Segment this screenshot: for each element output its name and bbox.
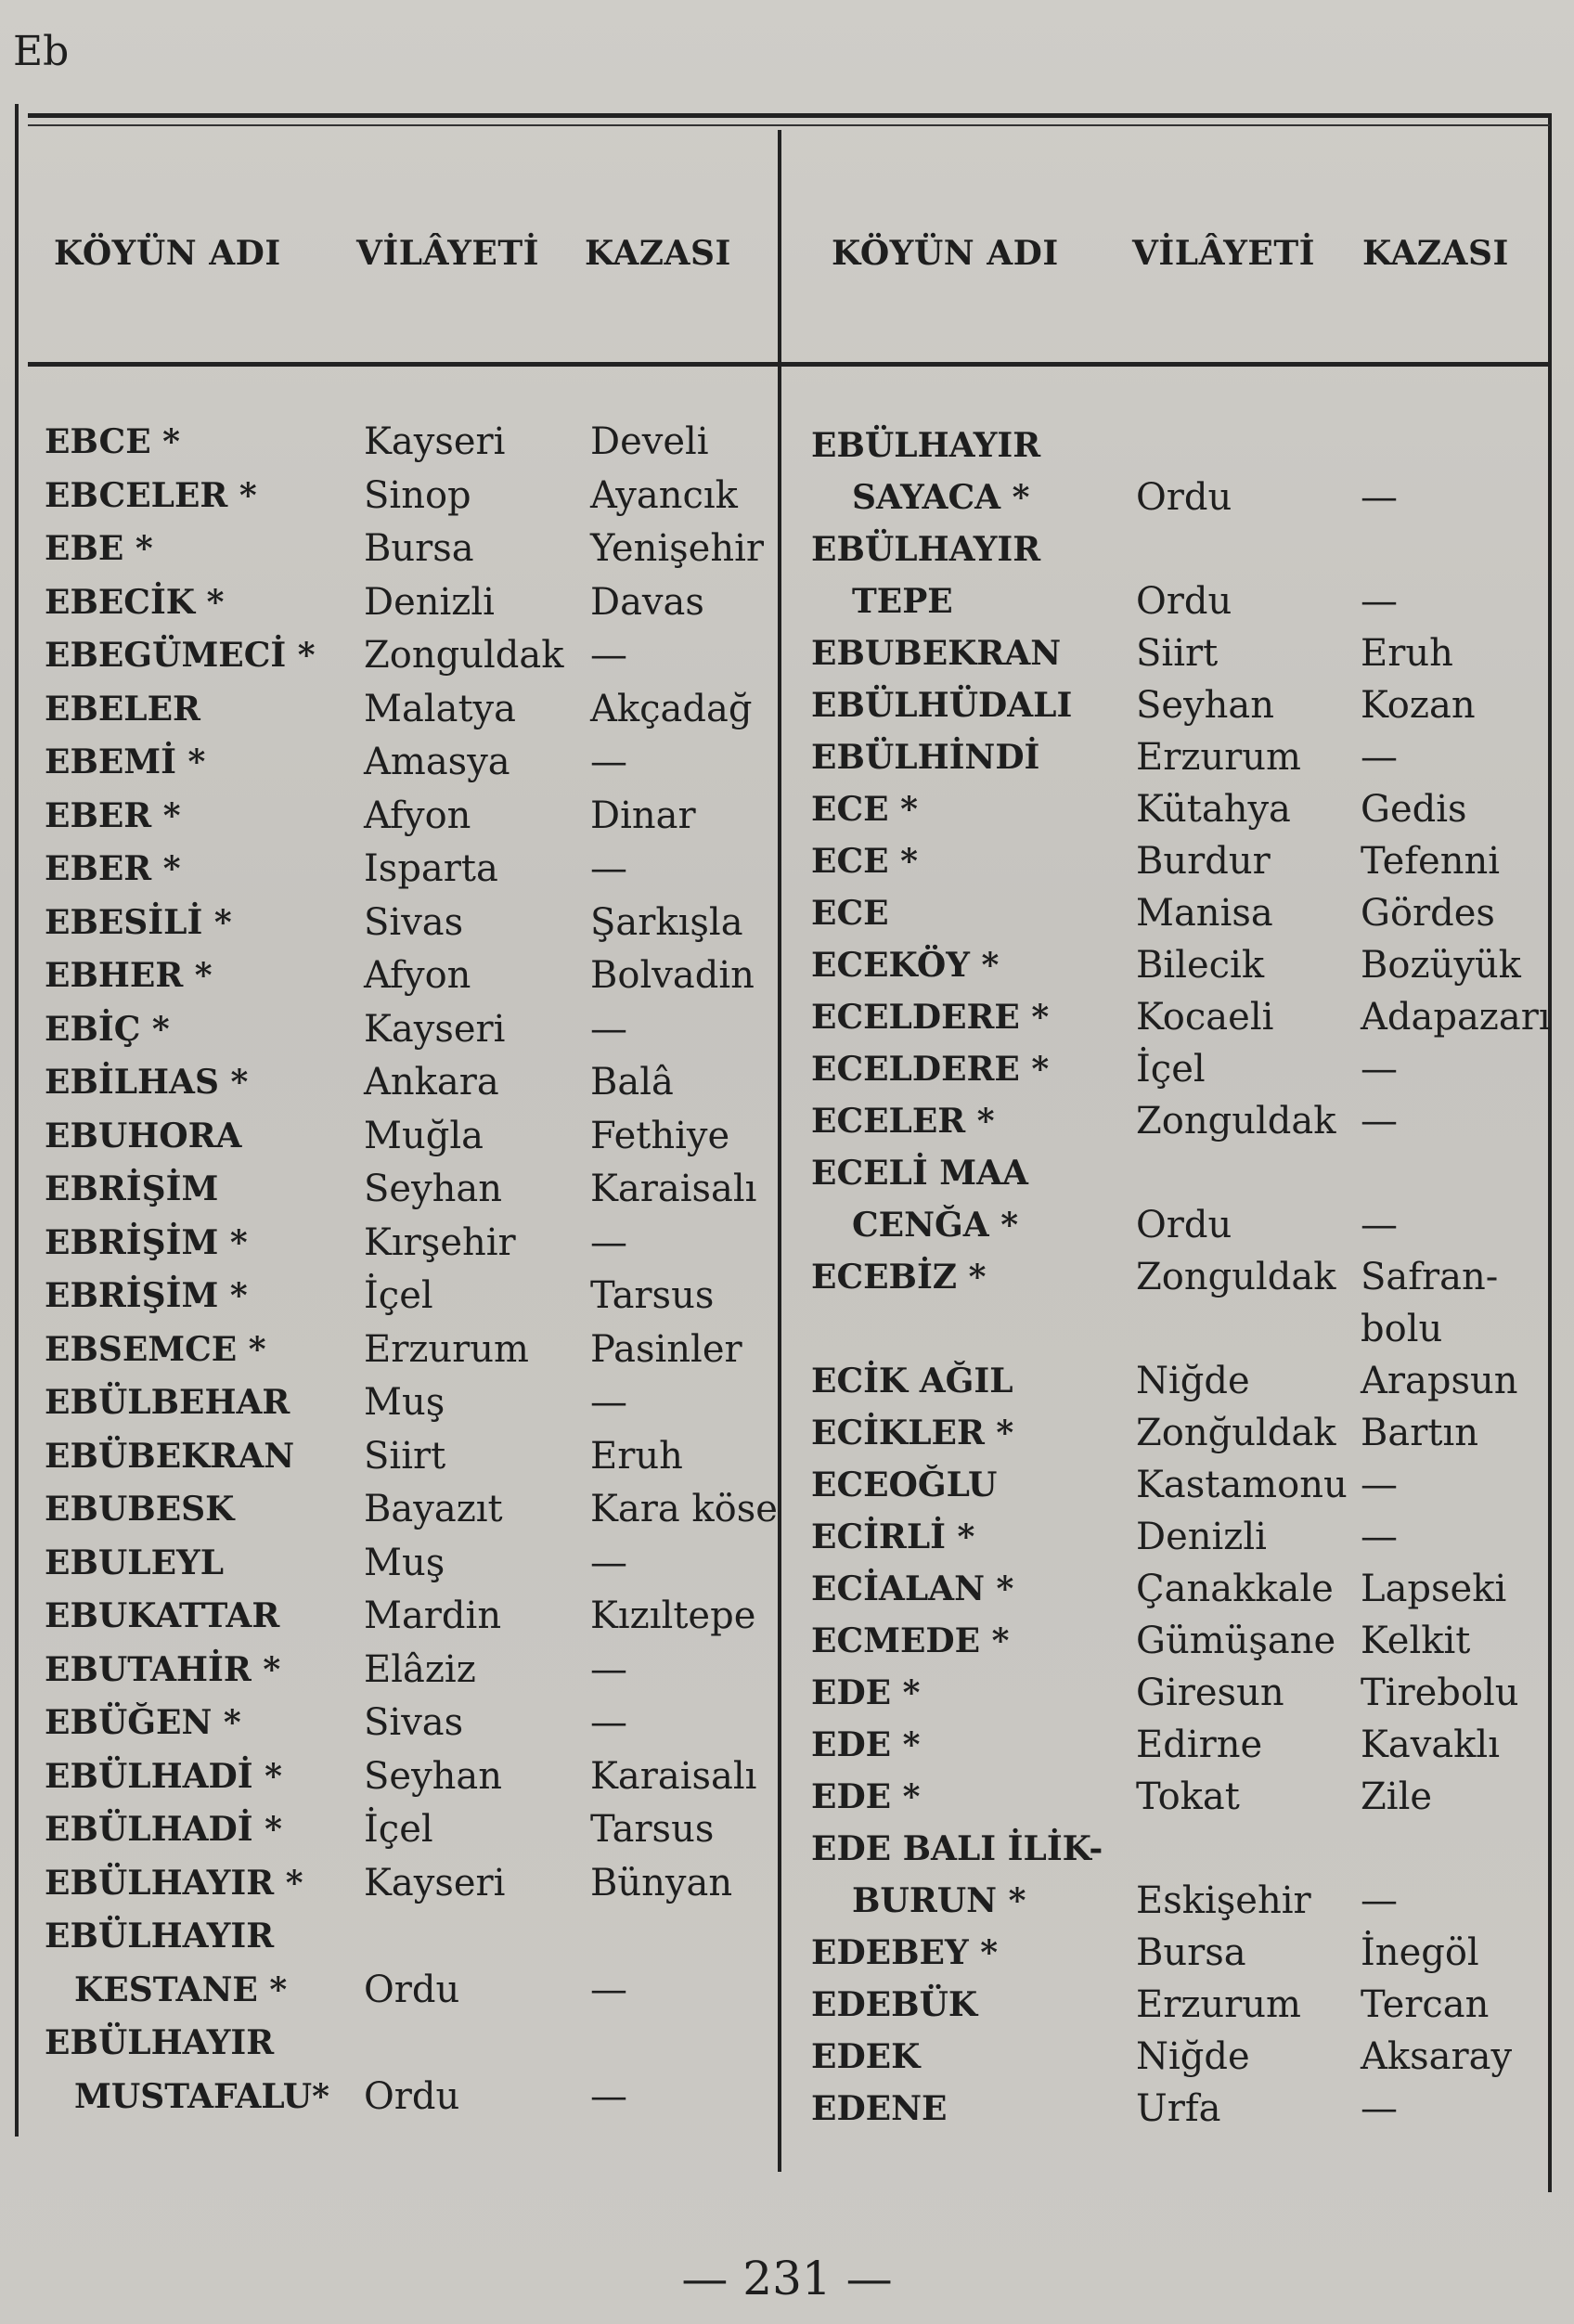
- village-name: EBÜĞEN *: [45, 1703, 241, 1742]
- province-name: Sivas: [364, 900, 464, 944]
- header-left-district: KAZASI: [585, 234, 731, 273]
- village-name: ECE: [811, 894, 889, 933]
- province-name: Zonguldak: [1136, 1100, 1336, 1143]
- table-row: [0, 1043, 1574, 1095]
- province-name: Ankara: [364, 1061, 499, 1104]
- province-name: Sivas: [364, 1701, 464, 1744]
- village-name: EBUBESK: [45, 1490, 235, 1529]
- village-name: EBE *: [45, 529, 153, 568]
- table-row: [0, 887, 1574, 939]
- province-name: Erzurum: [1136, 736, 1301, 779]
- village-name: EBEGÜMECİ *: [45, 636, 316, 675]
- district-name: Aksaray: [1361, 2035, 1513, 2078]
- province-name: Bayazıt: [364, 1488, 503, 1530]
- table-row: [0, 471, 1574, 523]
- province-name: Seyhan: [364, 1168, 503, 1210]
- page-number: — 231 —: [681, 2252, 893, 2305]
- village-name: EBESİLİ *: [45, 902, 232, 942]
- village-name: ECELDERE *: [811, 998, 1050, 1037]
- village-name: ECE *: [811, 790, 918, 829]
- province-name: Ordu: [1136, 580, 1232, 623]
- table-row: [0, 1823, 1574, 1875]
- province-name: Afyon: [364, 954, 471, 997]
- village-name: EDE *: [811, 1777, 921, 1816]
- province-name: Seyhan: [1136, 684, 1275, 727]
- district-name: —: [590, 1647, 627, 1691]
- village-name: EBRİŞİM: [45, 1169, 219, 1208]
- village-name: EBER *: [45, 795, 181, 835]
- district-name: Karaisalı: [590, 1754, 757, 1798]
- province-name: Siirt: [1136, 632, 1219, 675]
- table-row: [0, 1511, 1574, 1563]
- village-name: KESTANE *: [74, 1969, 288, 2009]
- district-name: Arapsun: [1361, 1360, 1518, 1402]
- village-name: EBÜLHAYIR: [811, 426, 1041, 465]
- district-name: —: [1361, 1100, 1398, 1143]
- district-name: Tarsus: [590, 1274, 715, 1317]
- district-name: Balâ: [590, 1061, 674, 1104]
- village-name: EBER *: [45, 849, 181, 888]
- province-name: Bursa: [1136, 1931, 1246, 1974]
- village-name: EDE *: [811, 1673, 921, 1712]
- table-row: [0, 1095, 1574, 1147]
- district-name: Bolvadin: [590, 954, 755, 997]
- village-name: ECEBİZ *: [811, 1258, 987, 1297]
- district-name: Gedis: [1361, 788, 1467, 831]
- district-name: Bozüyük: [1361, 944, 1521, 987]
- province-name: Seyhan: [364, 1754, 503, 1798]
- district-name: Pasinler: [590, 1327, 742, 1371]
- header-left-name: KÖYÜN ADI: [54, 234, 281, 273]
- table-row: [0, 1407, 1574, 1459]
- province-name: Denizli: [364, 580, 495, 624]
- district-name: Tirebolu: [1361, 1672, 1519, 1714]
- district-name: Kelkit: [1361, 1620, 1471, 1662]
- header-right-district: KAZASI: [1362, 234, 1509, 273]
- table-row: [0, 1199, 1574, 1251]
- province-name: İçel: [364, 1808, 433, 1851]
- district-name: Yenişehir: [590, 527, 765, 570]
- district-name: —: [1361, 1464, 1398, 1506]
- village-name: SAYACA *: [852, 478, 1030, 517]
- village-name: EBHER *: [45, 956, 213, 995]
- village-name: EBÜLHADİ *: [45, 1810, 282, 1849]
- village-name: EBÜLHADİ *: [45, 1756, 282, 1796]
- province-name: Bursa: [364, 527, 474, 570]
- village-name: EBELER: [45, 689, 200, 729]
- district-name: —: [590, 1381, 627, 1424]
- province-name: Eskişehir: [1136, 1879, 1311, 1922]
- village-name: EBÜLBEHAR: [45, 1383, 290, 1422]
- province-name: Muğla: [364, 1114, 484, 1157]
- village-name: ECİK AĞIL: [811, 1362, 1013, 1401]
- village-name: ECELER *: [811, 1102, 995, 1141]
- table-row: [0, 1979, 1574, 2031]
- table-row: [0, 783, 1574, 835]
- village-name: EDE *: [811, 1725, 921, 1764]
- province-name: Zonğuldak: [1136, 1412, 1336, 1454]
- district-name: —: [1361, 2087, 1398, 2130]
- table-row: [0, 939, 1574, 991]
- province-name: Zonguldak: [1136, 1256, 1336, 1298]
- province-name: Kayseri: [364, 1007, 506, 1051]
- district-name: Tercan: [1361, 1983, 1490, 2026]
- district-name: Eruh: [590, 1434, 683, 1478]
- province-name: Zonguldak: [364, 634, 564, 677]
- province-name: Amasya: [364, 741, 510, 783]
- province-name: İçel: [1136, 1048, 1206, 1091]
- district-name: Fethiye: [590, 1114, 730, 1157]
- district-name: Bartın: [1361, 1412, 1478, 1454]
- province-name: Kayseri: [364, 1861, 506, 1904]
- table-row: [0, 1875, 1574, 1927]
- district-name: Kozan: [1361, 684, 1476, 727]
- district-name: Adapazarı: [1361, 996, 1551, 1039]
- province-name: Malatya: [364, 687, 516, 730]
- province-name: Giresun: [1136, 1672, 1284, 1714]
- village-name: EBCE *: [45, 422, 180, 461]
- village-name: EBÜLHİNDİ: [811, 738, 1040, 777]
- village-name: EDENE: [811, 2089, 948, 2128]
- header-bottom-rule: [28, 362, 1550, 367]
- village-name: ECİALAN *: [811, 1569, 1014, 1608]
- village-name: ECİRLİ *: [811, 1517, 975, 1556]
- province-name: Ordu: [364, 2074, 460, 2118]
- village-name: ECELİ MAA: [811, 1154, 1028, 1193]
- table-row: [0, 2031, 1574, 2083]
- district-name: bolu: [1361, 1308, 1443, 1350]
- province-name: Erzurum: [1136, 1983, 1301, 2026]
- district-name: —: [1361, 580, 1398, 623]
- province-name: Kastamonu: [1136, 1464, 1348, 1506]
- district-name: —: [1361, 1048, 1398, 1091]
- district-name: —: [590, 1968, 627, 2011]
- province-name: Afyon: [364, 794, 471, 837]
- page-marker: Eb: [13, 28, 70, 75]
- village-name: EBUTAHİR *: [45, 1649, 281, 1689]
- village-name: EBÜLHAYIR: [45, 1917, 275, 1956]
- village-name: MUSTAFALU*: [74, 2076, 329, 2116]
- province-name: Siirt: [364, 1434, 446, 1478]
- village-name: EBRİŞİM *: [45, 1222, 248, 1262]
- district-name: Dinar: [590, 794, 696, 837]
- province-name: Gümüşane: [1136, 1620, 1336, 1662]
- district-name: —: [590, 847, 627, 890]
- header-right-name: KÖYÜN ADI: [832, 234, 1059, 273]
- district-name: —: [1361, 1516, 1398, 1558]
- district-name: —: [1361, 1879, 1398, 1922]
- district-name: Develi: [590, 420, 709, 463]
- district-name: Ayancık: [590, 473, 738, 517]
- province-name: Erzurum: [364, 1327, 529, 1371]
- table-row: [0, 1927, 1574, 1979]
- village-name: EDEK: [811, 2037, 921, 2076]
- district-name: —: [590, 1541, 627, 1584]
- district-name: Tefenni: [1361, 840, 1501, 883]
- province-name: Kırşehir: [364, 1220, 516, 1264]
- village-name: EBÜLHAYIR: [45, 2023, 275, 2062]
- table-row: [0, 1563, 1574, 1615]
- village-name: CENĞA *: [852, 1206, 1019, 1245]
- table-row: [0, 1459, 1574, 1511]
- province-name: İçel: [364, 1274, 433, 1317]
- table-top-rule-thin: [28, 124, 1550, 126]
- table-row: [0, 1771, 1574, 1823]
- district-name: —: [590, 634, 627, 677]
- district-name: Bünyan: [590, 1861, 733, 1904]
- table-row: [0, 679, 1574, 731]
- district-name: Kavaklı: [1361, 1724, 1500, 1766]
- village-name: EDEBÜK: [811, 1985, 978, 2024]
- province-name: Mardin: [364, 1595, 502, 1637]
- province-name: Sinop: [364, 473, 471, 517]
- province-name: Kayseri: [364, 420, 506, 463]
- province-name: Denizli: [1136, 1516, 1267, 1558]
- village-name: EBCELER *: [45, 475, 257, 515]
- district-name: —: [590, 1220, 627, 1264]
- district-name: —: [1361, 476, 1398, 519]
- province-name: Ordu: [1136, 476, 1232, 519]
- village-name: ECMEDE *: [811, 1621, 1010, 1660]
- village-name: EBÜLHÜDALI: [811, 686, 1073, 725]
- province-name: Manisa: [1136, 892, 1273, 935]
- village-name: EBUHORA: [45, 1116, 242, 1156]
- village-name: ECİKLER *: [811, 1414, 1014, 1452]
- village-name: ECELDERE *: [811, 1050, 1050, 1089]
- table-row: [0, 575, 1574, 627]
- province-name: Ordu: [364, 1968, 460, 2011]
- district-name: —: [1361, 1204, 1398, 1246]
- village-name: EBECİK *: [45, 582, 225, 622]
- village-name: BURUN *: [852, 1881, 1026, 1920]
- table-row: [0, 1355, 1574, 1407]
- table-row: [0, 2083, 1574, 2135]
- province-name: Tokat: [1136, 1775, 1240, 1818]
- village-name: EBİLHAS *: [45, 1063, 249, 1102]
- district-name: Akçadağ: [590, 687, 753, 730]
- village-name: EBÜLHAYIR *: [45, 1863, 303, 1903]
- district-name: İnegöl: [1361, 1931, 1479, 1974]
- table-row: [0, 523, 1574, 575]
- village-name: ECEOĞLU: [811, 1465, 998, 1504]
- district-name: Karaisalı: [590, 1168, 757, 1210]
- province-name: Isparta: [364, 847, 498, 890]
- village-name: EBSEMCE *: [45, 1329, 266, 1369]
- table-row: [0, 627, 1574, 679]
- village-name: EBUBEKRAN: [811, 634, 1062, 673]
- table-row: [0, 420, 1574, 471]
- district-name: Gördes: [1361, 892, 1495, 935]
- table-row: [0, 1719, 1574, 1771]
- table-row: [0, 731, 1574, 783]
- village-name: EBÜBEKRAN: [45, 1436, 295, 1476]
- village-name: EBRİŞİM *: [45, 1276, 248, 1315]
- district-name: Zile: [1361, 1775, 1433, 1818]
- table-row: [0, 1667, 1574, 1719]
- province-name: Urfa: [1136, 2087, 1221, 2130]
- village-name: EDEBEY *: [811, 1933, 999, 1972]
- district-name: Şarkışla: [590, 900, 743, 944]
- village-name: ECE *: [811, 842, 918, 881]
- province-name: Muş: [364, 1381, 445, 1424]
- district-name: Safran-: [1361, 1256, 1499, 1298]
- province-name: Kütahya: [1136, 788, 1291, 831]
- table-row: [0, 1615, 1574, 1667]
- district-name: —: [590, 1007, 627, 1051]
- district-name: Kara köse: [590, 1488, 778, 1530]
- province-name: Niğde: [1136, 2035, 1250, 2078]
- village-name: EBUKATTAR: [45, 1596, 280, 1635]
- province-name: Niğde: [1136, 1360, 1250, 1402]
- district-name: Lapseki: [1361, 1568, 1507, 1610]
- village-name: TEPE: [852, 582, 953, 621]
- village-name: ECEKÖY *: [811, 946, 1000, 985]
- district-name: Davas: [590, 580, 704, 624]
- header-right-province: VİLÂYETİ: [1132, 234, 1315, 273]
- table-row: [0, 1303, 1574, 1355]
- table-top-rule: [28, 113, 1550, 118]
- district-name: —: [590, 741, 627, 783]
- village-name: EBÜLHAYIR: [811, 530, 1041, 569]
- village-name: EBİÇ *: [45, 1009, 170, 1049]
- header-left-province: VİLÂYETİ: [356, 234, 539, 273]
- table-row: [0, 1147, 1574, 1199]
- district-name: Eruh: [1361, 632, 1453, 675]
- district-name: —: [590, 2074, 627, 2118]
- table-row: [0, 835, 1574, 887]
- table-row: [0, 1251, 1574, 1303]
- province-name: Elâziz: [364, 1647, 476, 1691]
- province-name: Kocaeli: [1136, 996, 1274, 1039]
- village-name: EDE BALI İLİK-: [811, 1829, 1103, 1868]
- table-row: [0, 991, 1574, 1043]
- province-name: Muş: [364, 1541, 445, 1584]
- village-name: EBULEYL: [45, 1543, 225, 1582]
- district-name: Tarsus: [590, 1808, 715, 1851]
- district-name: —: [1361, 736, 1398, 779]
- village-name: EBEMİ *: [45, 742, 206, 781]
- province-name: Edirne: [1136, 1724, 1263, 1766]
- district-name: Kızıltepe: [590, 1595, 756, 1637]
- province-name: Çanakkale: [1136, 1568, 1334, 1610]
- province-name: Bilecik: [1136, 944, 1265, 987]
- province-name: Burdur: [1136, 840, 1271, 883]
- province-name: Ordu: [1136, 1204, 1232, 1246]
- district-name: —: [590, 1701, 627, 1744]
